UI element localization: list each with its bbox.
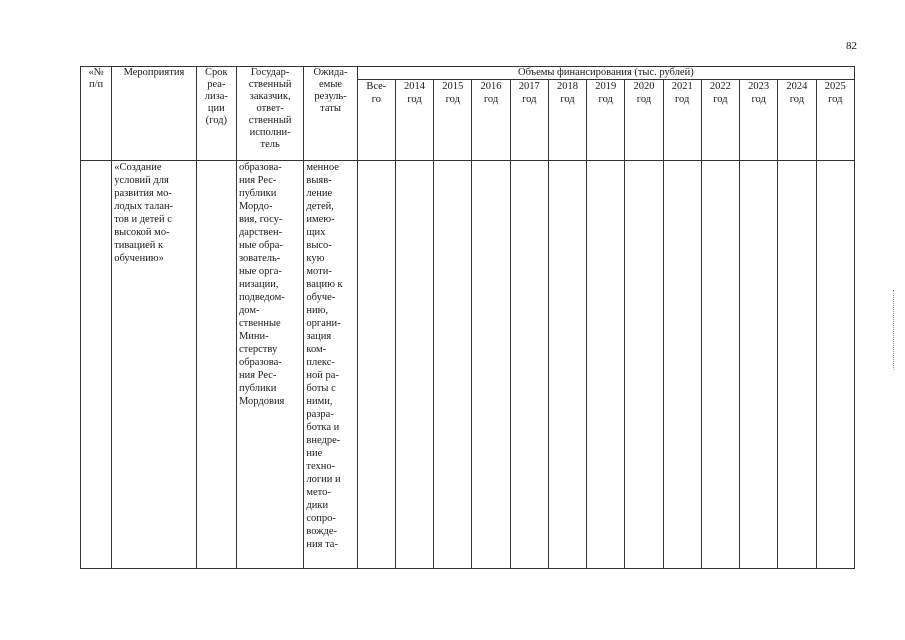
cell-year bbox=[395, 161, 433, 569]
header-event: Мероприятия bbox=[112, 67, 197, 161]
page-number: 82 bbox=[846, 40, 857, 52]
header-year: 2020 год bbox=[625, 80, 663, 161]
header-year: 2017 год bbox=[510, 80, 548, 161]
header-year: 2021 год bbox=[663, 80, 701, 161]
cell-year bbox=[472, 161, 510, 569]
cell-year bbox=[701, 161, 739, 569]
cell-customer: образова- ния Рес- публики Мордо- вия, госу- дарствен- ные обра- зователь- ные орга- низации, подведом- дом- ственные Мини- стерству образова- ния Рес- публики Мордовия bbox=[236, 161, 303, 569]
cell-year bbox=[587, 161, 625, 569]
header-customer: Государ- ственный заказчик, ответ- ственный исполни- тель bbox=[236, 67, 303, 161]
cell-total bbox=[357, 161, 395, 569]
header-financing-group: Объемы финансирования (тыс. рублей) bbox=[357, 67, 854, 80]
cell-year bbox=[510, 161, 548, 569]
scan-margin-mark bbox=[893, 290, 900, 370]
header-year: 2022 год bbox=[701, 80, 739, 161]
cell-year bbox=[816, 161, 854, 569]
header-number: «№ п/п bbox=[81, 67, 112, 161]
header-year: 2016 год bbox=[472, 80, 510, 161]
cell-results: менное выяв- ление детей, имею- щих высо- кую моти- вацию к обуче- нию, органи- зация ком- плекс- ной ра- боты с ними, разра- ботка и внедре- ние техно- логии и мето- дики сопро- вожде- ния та- bbox=[304, 161, 357, 569]
header-year: 2023 год bbox=[740, 80, 778, 161]
header-term: Срок реа- лиза- ции (год) bbox=[196, 67, 236, 161]
cell-term bbox=[196, 161, 236, 569]
header-results: Ожида- емые резуль- таты bbox=[304, 67, 357, 161]
header-year: 2025 год bbox=[816, 80, 854, 161]
cell-event: «Создание условий для развития мо- лодых талан- тов и детей с высокой мо- тивацией к обучению» bbox=[112, 161, 197, 569]
header-year: 2018 год bbox=[548, 80, 586, 161]
cell-year bbox=[740, 161, 778, 569]
cell-year bbox=[625, 161, 663, 569]
cell-number bbox=[81, 161, 112, 569]
cell-year bbox=[548, 161, 586, 569]
table-row bbox=[81, 161, 855, 569]
header-total: Все- го bbox=[357, 80, 395, 161]
financing-table bbox=[80, 66, 855, 569]
header-year: 2014 год bbox=[395, 80, 433, 161]
cell-year bbox=[663, 161, 701, 569]
cell-year bbox=[778, 161, 816, 569]
header-year: 2019 год bbox=[587, 80, 625, 161]
header-year: 2024 год bbox=[778, 80, 816, 161]
header-year: 2015 год bbox=[434, 80, 472, 161]
cell-year bbox=[434, 161, 472, 569]
